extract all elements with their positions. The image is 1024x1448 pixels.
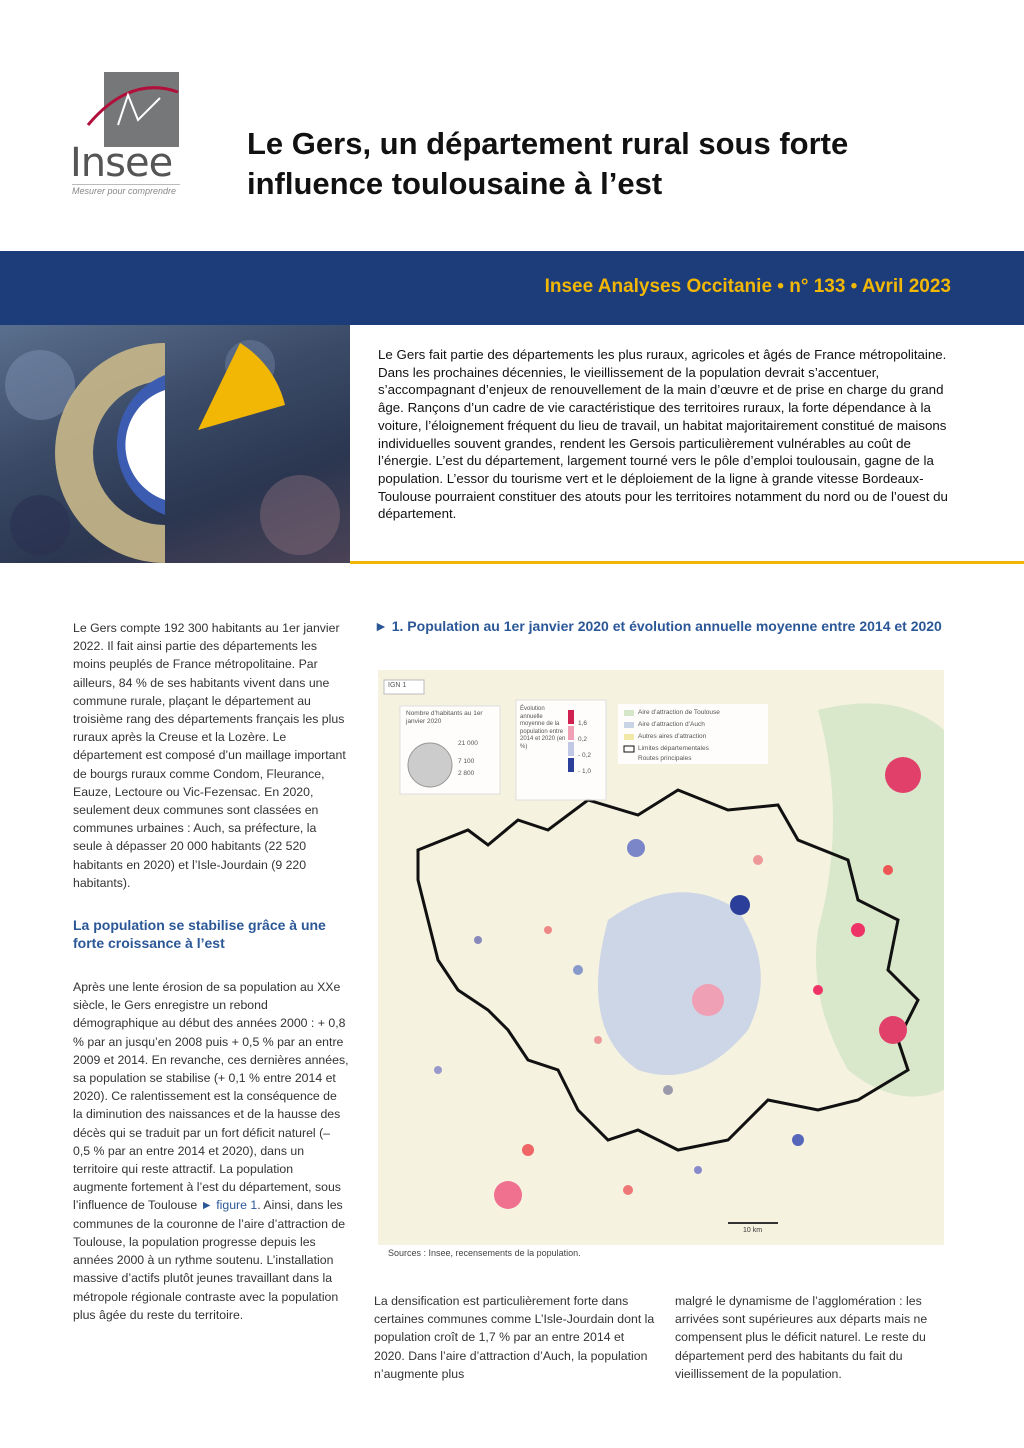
scale-label: 10 km bbox=[743, 1227, 763, 1234]
legend-evo-title: Évolution annuelle moyenne de la population entre 2014 et 2020 (en %) bbox=[520, 706, 566, 750]
map-badge-text: IGN 1 bbox=[388, 682, 407, 689]
issue-label: Insee Analyses Occitanie • n° 133 • Avril 2023 bbox=[544, 276, 951, 297]
legend-evo-2: 0,2 bbox=[578, 736, 588, 743]
body-text-b: . Ainsi, dans les communes de la couronne de l’aire d’attraction de Toulouse, la population progresse depuis les années 2000 à un rythme soutenu. L’installation massive d’actifs plutôt jeunes travaillant dans la métropole régionale contraste avec la population plus âgée du reste du territoire. bbox=[73, 1198, 346, 1322]
legend-evo-3: - 0,2 bbox=[578, 752, 592, 759]
right-column bbox=[675, 1292, 958, 1401]
legend-area-3: Autres aires d’attraction bbox=[638, 733, 707, 740]
logo-tagline: Mesurer pour comprendre bbox=[72, 184, 180, 196]
figure-source: Sources : Insee, recensements de la population. bbox=[388, 1248, 581, 1258]
figure-link[interactable]: ► figure 1 bbox=[200, 1198, 258, 1213]
population-map bbox=[378, 670, 944, 1245]
page-title: Le Gers, un département rural sous forte influence toulousaine à l’est bbox=[247, 126, 849, 201]
legend-evo-1: 1,6 bbox=[578, 720, 588, 727]
legend-evo-4: - 1,0 bbox=[578, 768, 592, 775]
right-paragraph: malgré le dynamisme de l’agglomération : les arrivées sont supérieures aux départs mais ne compensent plus le déficit naturel. Le reste du département perd des habitants du fait du vieillissement de la population. bbox=[675, 1294, 928, 1381]
logo-word: Insee bbox=[70, 140, 173, 186]
legend-size-title: Nombre d’habitants au 1er janvier 2020 bbox=[406, 710, 483, 725]
insee-logo bbox=[70, 70, 185, 200]
body-paragraph bbox=[73, 978, 349, 1324]
legend-size-circle bbox=[408, 743, 452, 787]
logo-swoosh-icon bbox=[70, 70, 185, 150]
section-subheading: La population se stabilise grâce à une forte croissance à l’est bbox=[73, 917, 326, 952]
divider-line bbox=[350, 561, 1024, 564]
hero-graphic bbox=[0, 325, 350, 563]
body-text-a: Après une lente érosion de sa population au XXe siècle, le Gers enregistre un rebond démographique au début des années 2000 : + 0,8 % par an jusqu’en 2008 puis + 0,5 % par an entre 2009 et 2014. En revanche, ces dernières années, sa population se stabilise (+ 0,1 % entre 2014 et 2020). Ce ralentissement est la conséquence de la diminution des naissances et de la hausse des décès qui se traduit par un fort déficit naturel (– 0,5 % par an entre 2014 et 2020), dans un territoire qui reste attractif. La population augmente fortement à l’est du département, sous l’influence de Toulouse bbox=[73, 980, 349, 1213]
left-column bbox=[73, 619, 349, 1342]
legend-area-4: Limites départementales bbox=[638, 745, 709, 752]
abstract-text: Le Gers fait partie des départements les plus ruraux, agricoles et âgés de France métropolitaine. Dans les prochaines décennies, le vieillissement de la population devrait s’accentuer, s’accompagnant d’enjeux de renouvellement de la main d’œuvre et de prise en charge du grand âge. Rançons d’un cadre de vie caractéristique des territoires ruraux, la forte dépendance à la voiture, l’éloignement fréquent du lieu de travail, un habitat majoritairement constitué de maisons individuelles souvent grandes, rendent les Gersois particulièrement vulnérables au coût de l’énergie. L’est du département, largement tourné vers le pôle d’emploi toulousain, gagne de la population. L’essor du tourisme vert et le déploiement de la ligne à grande vitesse Bordeaux-Toulouse pourraient constituer des atouts pour les territoires notamment du nord ou de l’ouest du département. bbox=[378, 347, 948, 522]
hero-image bbox=[0, 325, 350, 563]
middle-column bbox=[374, 1292, 657, 1401]
legend-size-3: 2 800 bbox=[458, 770, 475, 777]
legend-size-2: 7 100 bbox=[458, 758, 475, 765]
figure-title: ► 1. Population au 1er janvier 2020 et évolution annuelle moyenne entre 2014 et 2020 bbox=[374, 618, 942, 634]
middle-paragraph: La densification est particulièrement forte dans certaines communes comme L’Isle-Jourdain dont la population croît de 1,7 % par an entre 2014 et 2020. Dans l’aire d’attraction d’Auch, la population n’augmente plus bbox=[374, 1294, 655, 1381]
legend-area-1: Aire d’attraction de Toulouse bbox=[638, 709, 720, 716]
legend-size-1: 21 000 bbox=[458, 740, 478, 747]
intro-paragraph: Le Gers compte 192 300 habitants au 1er janvier 2022. Il fait ainsi partie des départements les moins peuplés de France métropolitaine. Par ailleurs, 84 % de ses habitants vivent dans une commune rurale, plaçant le département au troisième rang des départements français les plus ruraux après la Creuse et la Lozère. Le département est composé d’un maillage important de bourgs ruraux comme Condom, Fleurance, Eauze, Lectoure ou Vic-Fezensac. En 2020, seulement deux communes sont classées en communes urbaines : Auch, sa préfecture, la seule à dépasser 20 000 habitants (22 520 habitants en 2020) et l’Isle-Jourdain (9 220 habitants). bbox=[73, 621, 346, 890]
legend-area-2: Aire d’attraction d’Auch bbox=[638, 721, 705, 728]
legend-area-5: Routes principales bbox=[638, 755, 692, 762]
toulouse-area bbox=[816, 703, 944, 1096]
